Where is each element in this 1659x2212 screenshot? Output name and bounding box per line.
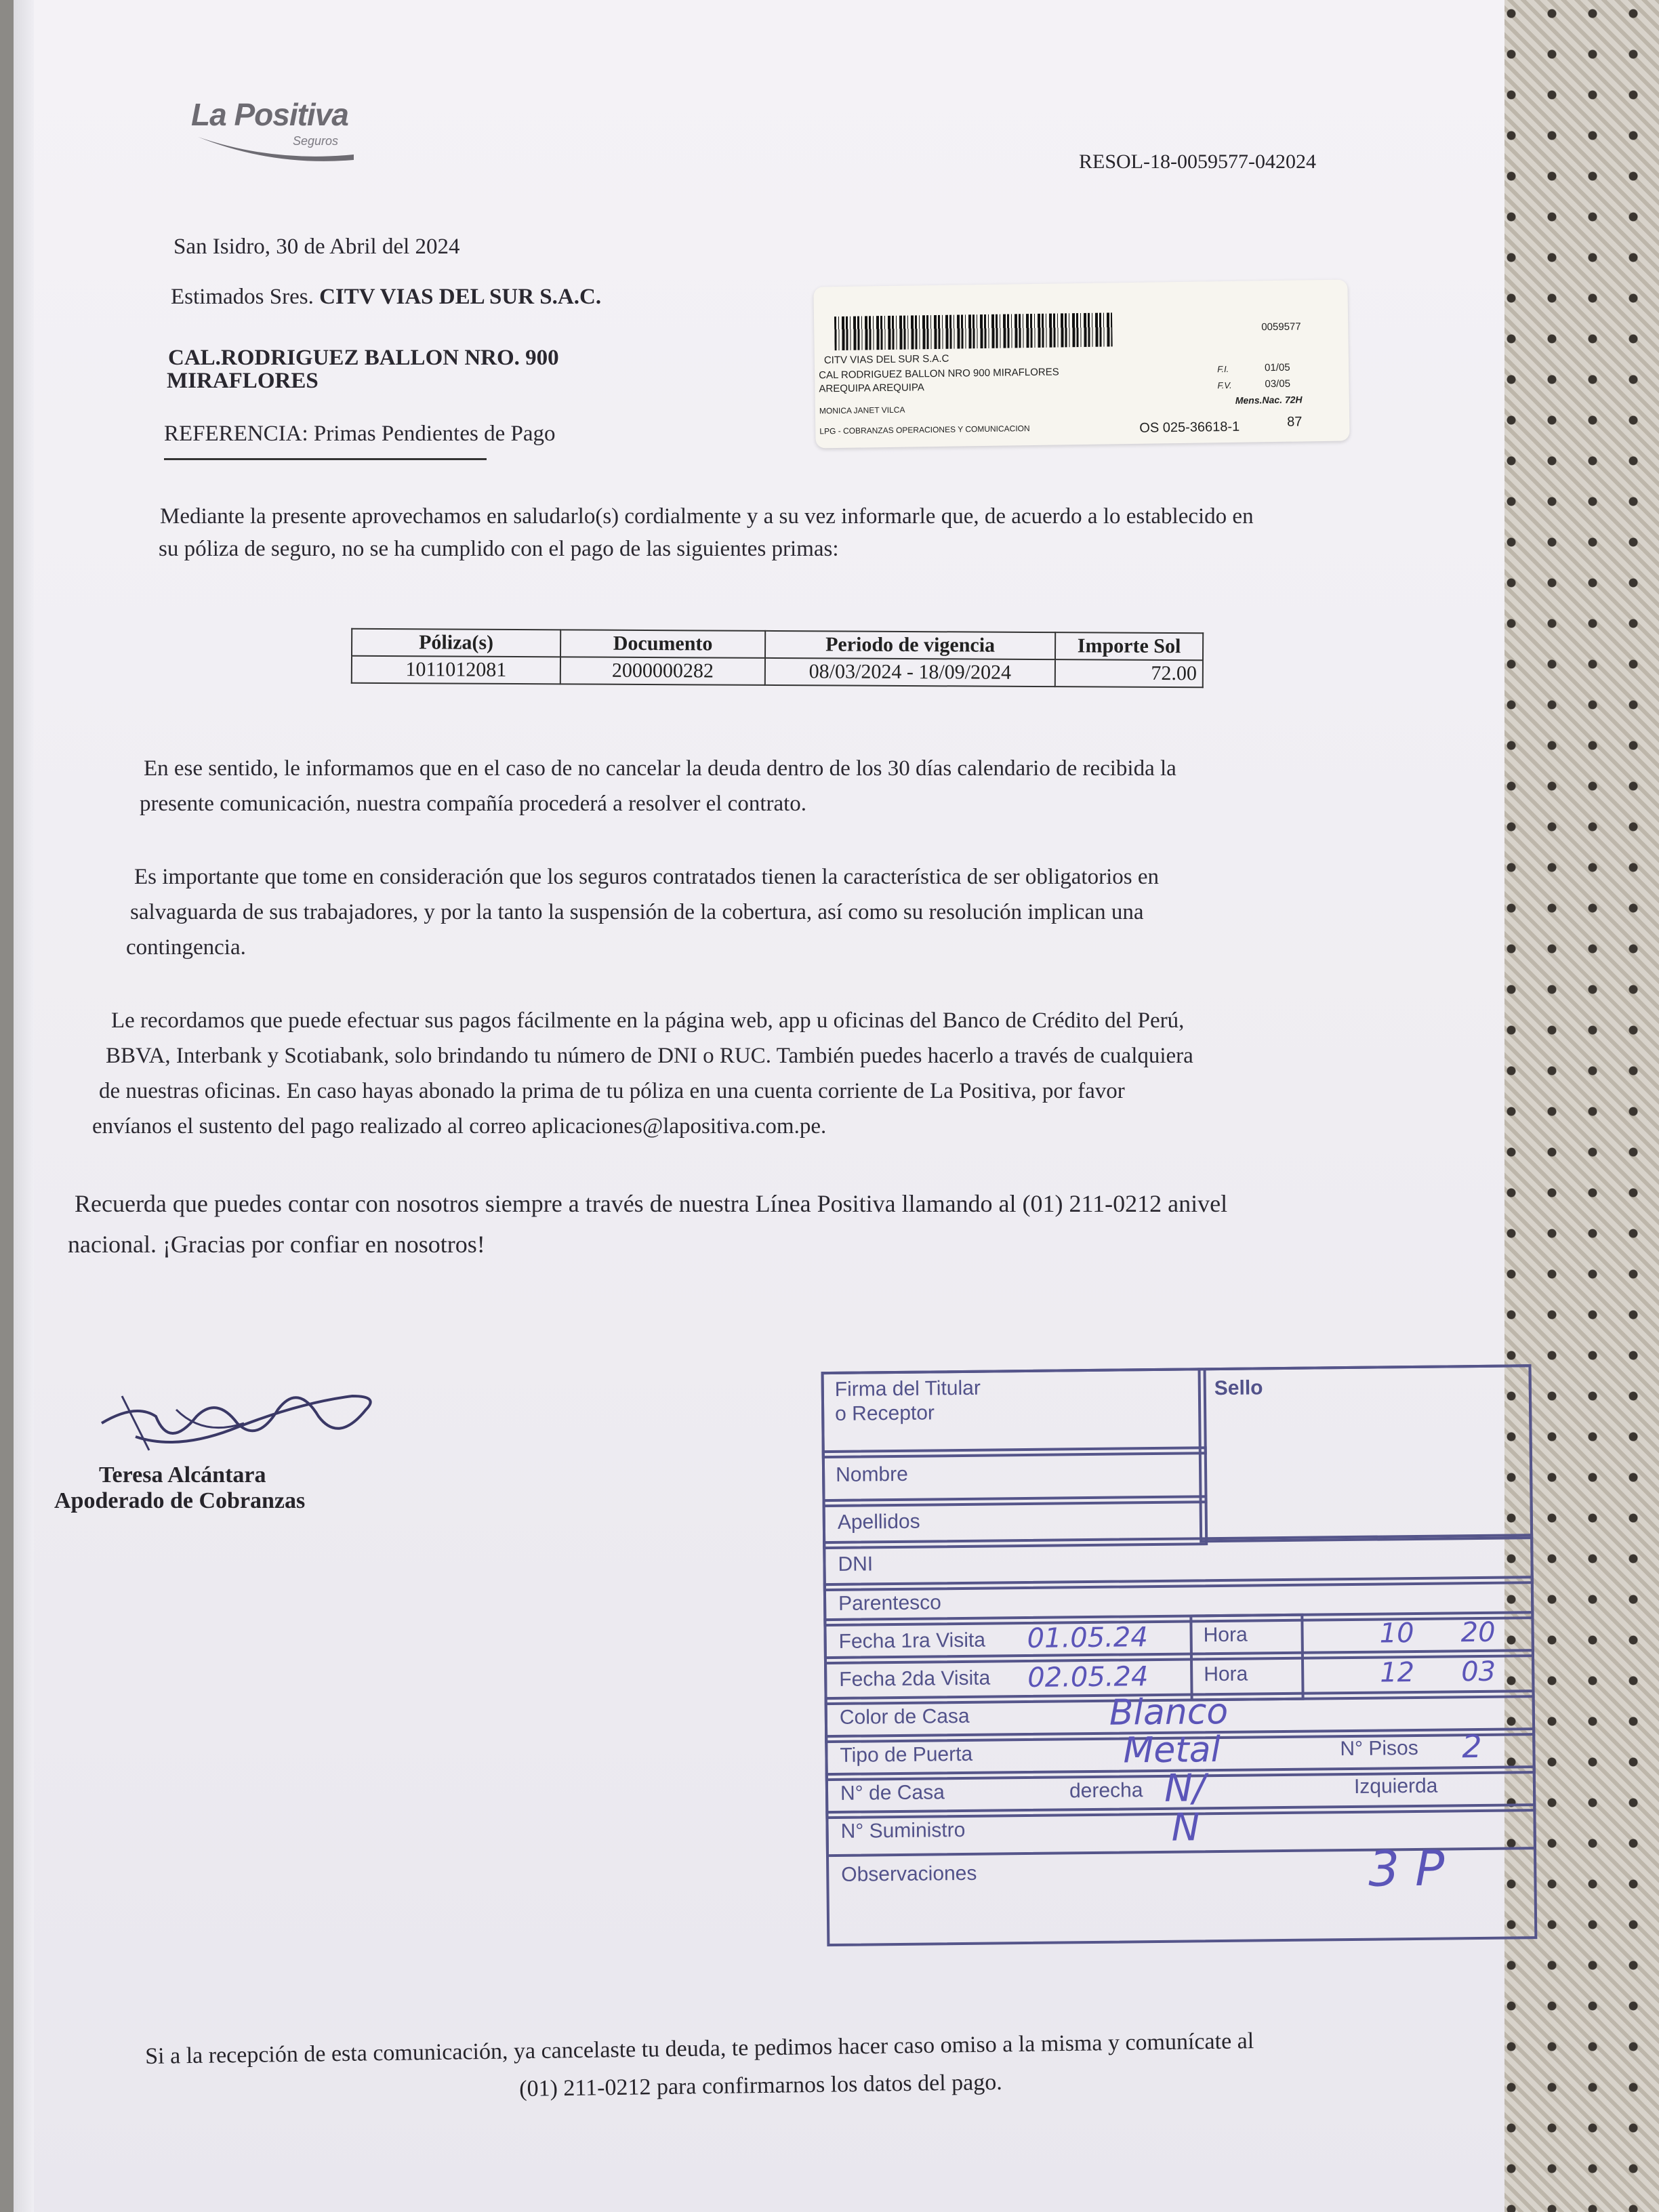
mailing-label <box>813 280 1349 449</box>
stamp-nombre-label: Nombre <box>835 1462 908 1486</box>
paragraph-2-line-2: presente comunicación, nuestra compañía procederá a resolver el contrato. <box>140 792 807 816</box>
hand-observaciones: 3 P <box>1368 1839 1445 1898</box>
cell-importe: 72.00 <box>1055 659 1203 687</box>
paragraph-3-line-3: contingencia. <box>126 935 246 960</box>
paragraph-3-line-2: salvaguarda de sus trabajadores, y por la tanto la suspensión de la cobertura, así como su resolución implican una <box>130 900 1144 924</box>
stamp-receptor-label: o Receptor <box>835 1401 935 1425</box>
reference-underline <box>164 458 487 460</box>
header-periodo: Periodo de vigencia <box>765 631 1055 659</box>
stamp-fecha2-label: Fecha 2da Visita <box>839 1666 991 1691</box>
intro-line-1: Mediante la presente aprovechamos en saludarlo(s) cordialmente y a su vez informarle que, de acuerdo a lo establecido en <box>160 504 1254 529</box>
label-address-1: CAL RODRIGUEZ BALLON NRO 900 MIRAFLORES <box>819 366 1059 382</box>
hand-hora2: 12 <box>1379 1657 1415 1689</box>
recipient-name: CITV VIAS DEL SUR S.A.C. <box>319 285 602 309</box>
label-department: LPG - COBRANZAS OPERACIONES Y COMUNICACION <box>819 424 1030 436</box>
hand-suministro: N <box>1171 1805 1200 1850</box>
logo-subtitle: Seguros <box>293 134 339 148</box>
hand-fecha1: 01.05.24 <box>1027 1622 1149 1654</box>
hand-color: Blanco <box>1109 1691 1229 1734</box>
letter-page <box>14 0 1504 2212</box>
stamp-dni-label: DNI <box>838 1553 874 1576</box>
cell-documento: 2000000282 <box>560 657 765 685</box>
stamp-ncasa-label: N° de Casa <box>840 1781 945 1805</box>
premium-table <box>351 628 1204 689</box>
stamp-fecha1-label: Fecha 1ra Visita <box>838 1629 986 1653</box>
stamp-pisos-label: N° Pisos <box>1340 1736 1418 1761</box>
stamp-hora1-label: Hora <box>1203 1623 1248 1647</box>
label-contact: MONICA JANET VILCA <box>819 405 905 416</box>
hand-hora2-min: 03 <box>1460 1656 1496 1688</box>
paragraph-4-line-3: de nuestras oficinas. En caso hayas abonado la prima de tu póliza en una cuenta corriente de La Positiva, por favor <box>99 1079 1125 1103</box>
intro-line-2: su póliza de seguro, no se ha cumplido con el pago de las siguientes primas: <box>159 537 839 561</box>
label-address-2: AREQUIPA AREQUIPA <box>819 382 924 395</box>
hand-hora1: 10 <box>1379 1618 1414 1650</box>
label-company: CITV VIAS DEL SUR S.A.C <box>823 352 949 367</box>
logo-swoosh-icon <box>198 136 361 169</box>
stamp-tipo-label: Tipo de Puerta <box>840 1742 973 1767</box>
reference-line: REFERENCIA: Primas Pendientes de Pago <box>164 422 556 446</box>
place-date: San Isidro, 30 de Abril del 2024 <box>173 234 460 259</box>
signer-title: Apoderado de Cobranzas <box>54 1488 306 1513</box>
stamp-firma-label: Firma del Titular <box>834 1376 981 1401</box>
paragraph-3-line-1: Es importante que tome en consideración que los seguros contratados tienen la característica de ser obligatorios en <box>134 865 1159 889</box>
label-fi-label: F.I. <box>1217 363 1229 375</box>
label-fi-value: 01/05 <box>1264 361 1290 374</box>
paragraph-5-line-1: Recuerda que puedes contar con nosotros siempre a través de nuestra Línea Positiva llamando al (01) 211-0212 anivel <box>75 1190 1228 1217</box>
stamp-suministro-label: N° Suministro <box>840 1818 966 1843</box>
stamp-parentesco-label: Parentesco <box>838 1591 942 1615</box>
stamp-color-label: Color de Casa <box>839 1704 970 1729</box>
footer-line-2: (01) 211-0212 para confirmarnos los datos del pago. <box>519 2070 1003 2102</box>
stamp-sello-label: Sello <box>1214 1376 1263 1400</box>
table-row <box>352 656 1203 688</box>
stamp-observaciones-label: Observaciones <box>841 1862 977 1886</box>
cell-periodo: 08/03/2024 - 18/09/2024 <box>765 658 1055 687</box>
footer-line-1: Si a la recepción de esta comunicación, ya cancelaste tu deuda, te pedimos hacer caso omiso a la misma y comunícate al <box>145 2028 1254 2069</box>
stamp-apellidos-label: Apellidos <box>837 1510 920 1534</box>
table-header-row <box>352 629 1203 661</box>
greeting-line <box>171 279 601 314</box>
hand-fecha2: 02.05.24 <box>1027 1661 1149 1694</box>
paragraph-4-line-4: envíanos el sustento del pago realizado al correo aplicaciones@lapositiva.com.pe. <box>92 1114 827 1139</box>
paragraph-2-line-1: En ese sentido, le informamos que en el caso de no cancelar la deuda dentro de los 30 días calendario de recibida la <box>144 756 1176 781</box>
label-os-number: 87 <box>1287 414 1303 430</box>
label-fv-value: 03/05 <box>1265 377 1291 390</box>
stamp-derecha-label: derecha <box>1069 1779 1143 1803</box>
hand-tipo: Metal <box>1123 1729 1221 1771</box>
hand-ncasa: N/ <box>1164 1766 1206 1811</box>
label-number: 0059577 <box>1261 321 1301 333</box>
greeting-prefix: Estimados Sres. <box>171 285 314 309</box>
hand-hora1-min: 20 <box>1460 1616 1496 1649</box>
header-importe: Importe Sol <box>1055 632 1203 660</box>
logo-name: La Positiva <box>191 97 348 132</box>
address-line-1: CAL.RODRIGUEZ BALLON NRO. 900 <box>168 346 559 370</box>
paragraph-5-line-2: nacional. ¡Gracias por confiar en nosotros! <box>68 1231 485 1258</box>
address-line-2: MIRAFLORES <box>167 369 319 393</box>
delivery-stamp <box>821 1364 1620 1954</box>
stamp-izquierda-label: Izquierda <box>1353 1774 1438 1798</box>
barcode-icon <box>834 312 1113 350</box>
stamp-hora2-label: Hora <box>1204 1662 1248 1686</box>
resolution-code: RESOL-18-0059577-042024 <box>1079 150 1316 173</box>
label-service: Mens.Nac. 72H <box>1235 394 1303 406</box>
paper-edge <box>14 0 34 2212</box>
company-logo <box>191 96 367 178</box>
paragraph-4-line-1: Le recordamos que puede efectuar sus pagos fácilmente en la página web, app u oficinas del Banco de Crédito del Perú, <box>111 1008 1185 1033</box>
hand-pisos: 2 <box>1462 1727 1482 1765</box>
handwritten-signature <box>95 1355 393 1464</box>
header-documento: Documento <box>560 630 765 658</box>
paragraph-4-line-2: BBVA, Interbank y Scotiabank, solo brindando tu número de DNI o RUC. También puedes hacerlo a través de cualquiera <box>106 1044 1193 1068</box>
label-os-code: OS 025-36618-1 <box>1139 419 1240 436</box>
signer-name: Teresa Alcántara <box>99 1462 266 1488</box>
header-poliza: Póliza(s) <box>352 629 560 657</box>
cell-poliza: 1011012081 <box>352 656 560 684</box>
label-fv-label: F.V. <box>1217 380 1232 391</box>
